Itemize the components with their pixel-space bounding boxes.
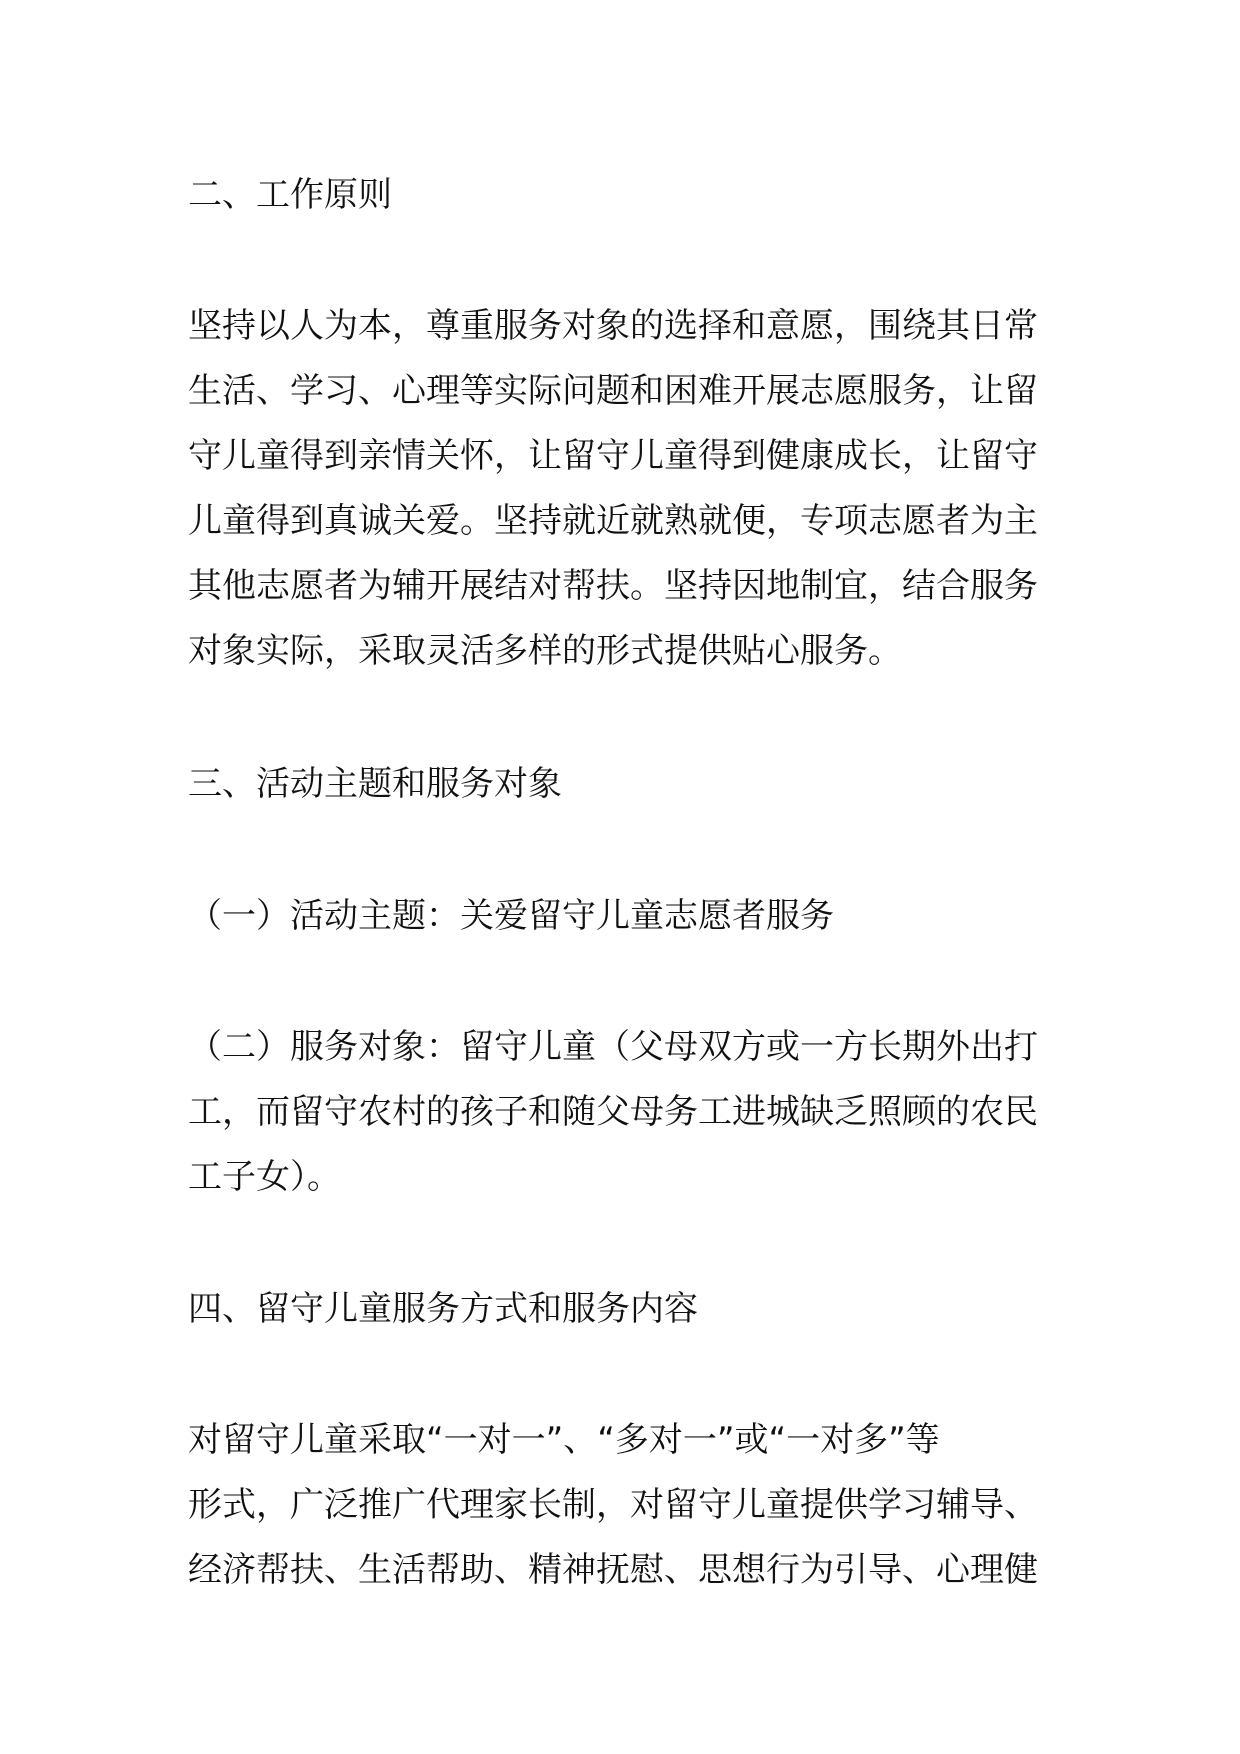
section-heading-service-methods — [188, 1277, 1068, 1342]
paragraph-line: 对留守儿童采取“一对一”、“多对一”或“一对多”等 — [188, 1420, 940, 1460]
paragraph-line: 坚持以人为本，尊重服务对象的选择和意愿，围绕其日常 — [188, 306, 1038, 346]
heading-text: 四、留守儿童服务方式和服务内容 — [188, 1289, 698, 1329]
paragraph-line: 工子女）。 — [188, 1157, 341, 1197]
paragraph-line: 守儿童得到亲情关怀，让留守儿童得到健康成长，让留守 — [188, 436, 1038, 476]
paragraph-line: 经济帮扶、生活帮助、精神抚慰、思想行为引导、心理健 — [188, 1550, 1038, 1590]
paragraph-line: 工，而留守农村的孩子和随父母务工进城缺乏照顾的农民 — [188, 1092, 1038, 1132]
paragraph-line: 其他志愿者为辅开展结对帮扶。坚持因地制宜，结合服务 — [188, 566, 1038, 606]
paragraph-service-methods — [188, 1408, 1068, 1603]
paragraph-line: （二）服务对象：留守儿童（父母双方或一方长期外出打 — [188, 1027, 1038, 1067]
paragraph-line: 生活、学习、心理等实际问题和困难开展志愿服务，让留 — [188, 371, 1038, 411]
paragraph-work-principles — [188, 294, 1068, 684]
paragraph-service-targets — [188, 1015, 1068, 1210]
paragraph-line: （一）活动主题：关爱留守儿童志愿者服务 — [188, 896, 834, 936]
paragraph-activity-theme — [188, 884, 1068, 949]
heading-text: 二、工作原则 — [188, 175, 392, 215]
section-heading-theme-and-targets — [188, 752, 1068, 817]
paragraph-line: 对象实际，采取灵活多样的形式提供贴心服务。 — [188, 631, 902, 671]
paragraph-line: 儿童得到真诚关爱。坚持就近就熟就便，专项志愿者为主 — [188, 501, 1038, 541]
section-heading-work-principles — [188, 163, 1068, 228]
paragraph-line: 形式，广泛推广代理家长制，对留守儿童提供学习辅导、 — [188, 1485, 1038, 1525]
heading-text: 三、活动主题和服务对象 — [188, 764, 562, 804]
